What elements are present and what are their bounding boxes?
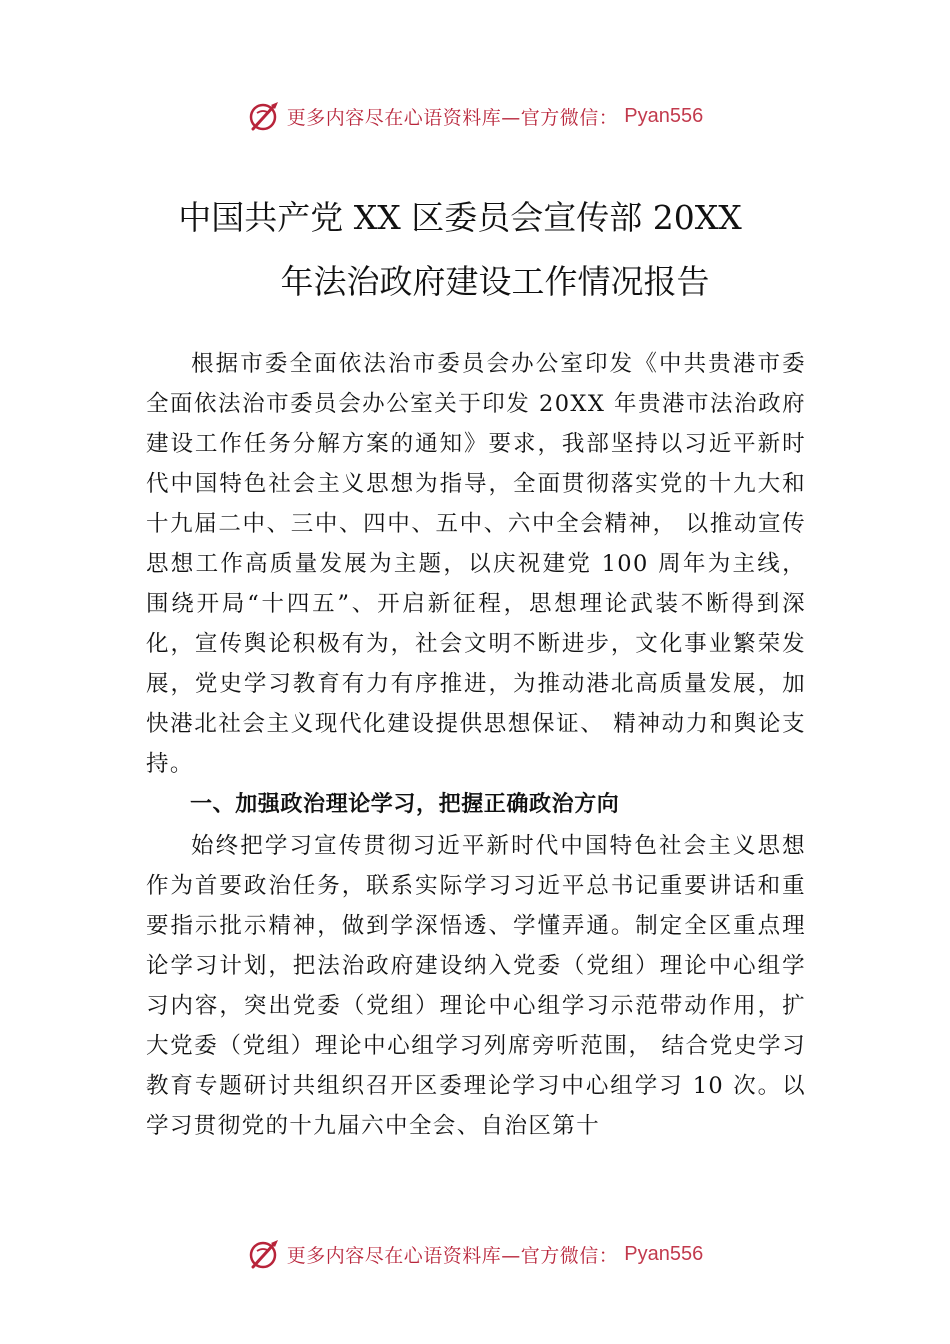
section-heading-1: 一、加强政治理论学习，把握正确政治方向: [190, 792, 620, 817]
paragraph-section-1: 始终把学习宣传贯彻习近平新时代中国特色社会主义思想作为首要政治任务，联系实际学习习近平总书记重要讲话和重要指示批示精神，做到学深悟透、学懂弄通。制定全区重点理论学习计划，把法治政府建设纳入党委（党组）理论中心组学习内容，突出党委（党组）理论中心组学习示范带动作用，扩大党委（党组）理论中心组学习列席旁听范围， 结合党史学习教育专题研讨共组织召开区委理论学习中心组学习 10 次。以学习贯彻党的十九届六中全会、自治区第十: [146, 833, 806, 1139]
watermark-text: 更多内容尽在心语资料库—官方微信：: [286, 106, 619, 129]
watermark-wechat-id: Pyan556: [624, 1242, 704, 1265]
title-line-2: 年法治政府建设工作情况报告: [280, 262, 710, 301]
watermark-text: 更多内容尽在心语资料库—官方微信：: [286, 1244, 619, 1267]
title-line-1: 中国共产党 XX 区委员会宣传部 20XX: [178, 198, 742, 237]
brush-logo-icon: [247, 99, 281, 133]
paragraph-intro: 根据市委全面依法治市委员会办公室印发《中共贵港市委全面依法治市委员会办公室关于印发 20XX 年贵港市法治政府建设工作任务分解方案的通知》要求，我部坚持以习近平新时代中国特色社会主义思想为指导，全面贯彻落实党的十九大和十九届二中、三中、四中、五中、六中全会精神， 以推动宣传思想工作高质量发展为主题，以庆祝建党 100 周年为主线，围绕开局“十四五”、开启新征程，思想理论武装不断得到深化，宣传舆论积极有为，社会文明不断进步，文化事业繁荣发展，党史学习教育有力有序推进，为推动港北高质量发展，加快港北社会主义现代化建设提供思想保证、 精神动力和舆论支持。: [146, 351, 806, 777]
document-body: [146, 344, 806, 1146]
watermark-wechat-id: Pyan556: [624, 104, 704, 127]
brush-logo-icon: [247, 1237, 281, 1271]
document-title: [0, 186, 950, 314]
watermark-banner-top: [0, 96, 950, 136]
watermark-banner-bottom: [0, 1234, 950, 1274]
